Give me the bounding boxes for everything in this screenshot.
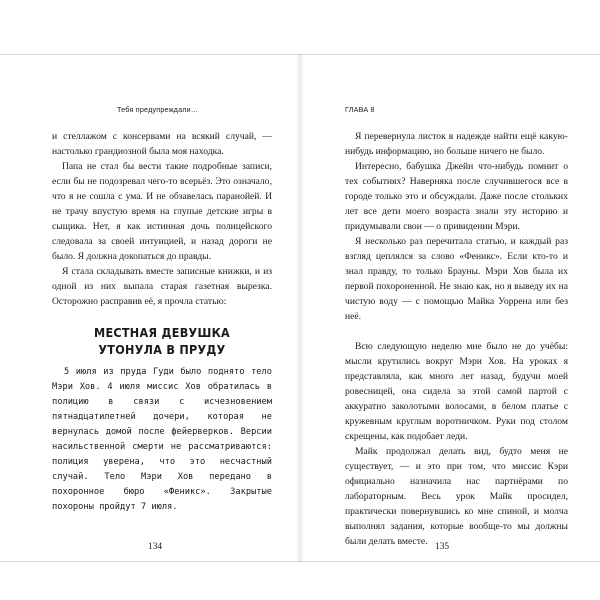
body-text bbox=[52, 129, 272, 309]
page-number: 135 bbox=[435, 542, 450, 552]
right-page bbox=[300, 54, 600, 562]
body-text bbox=[345, 129, 568, 549]
newspaper-article bbox=[52, 365, 272, 515]
running-head: Тебя предупреждали… bbox=[117, 105, 199, 114]
article-headline bbox=[61, 325, 263, 359]
paragraph: Майк продолжал делать вид, будто меня не существует, — и это при том, что миссис Кэри официально назначила нас партнёрами по лабораторным. Весь урок Майк просидел, практически повернувшись ко мне спиной, и молча выполнял задания, которые вообще-то мы должны были делать вместе. bbox=[345, 446, 568, 547]
paragraph: Всю следующую неделю мне было не до учёбы: мысли крутились вокруг Мэри Хов. На уроках я представляла, как много лет назад, будучи моей ровесницей, она сидела за этой самой партой с аккуратно заколотыми волосами, в белом платье с кружевным круглым воротничком. Руки под столом скрещены, как подобает леди. bbox=[345, 341, 568, 442]
paragraph: Папа не стал бы вести такие подробные записи, если бы не подозревал чего-то всерьёз. Это означало, что я не сошла с ума. И не обзавелась паранойей. И не трачу впустую время на глупые детские игры в сыщика. Нет, я как истинная дочь полицейского следовала за своей интуицией, и назад дороги не было. Я должна докопаться до правды. bbox=[52, 161, 272, 262]
left-page bbox=[0, 54, 300, 562]
paragraph: Я несколько раз перечитала статью, и каждый раз взгляд цеплялся за слово «Феникс». Если кто-то и знал правду, то только Брауны. Мэри Хов была их первой похороненной. Не знаю как, но я выведу их на чистую воду — с помощью Майка Уоррена или без неё. bbox=[345, 236, 568, 322]
running-head: ГЛАВА 8 bbox=[345, 105, 375, 114]
headline-line: МЕСТНАЯ ДЕВУШКА bbox=[94, 326, 230, 340]
paragraph: Я стала складывать вместе записные книжки, и из одной из них выпала старая газетная вырезка. Осторожно расправив её, я прочла статью: bbox=[52, 266, 272, 307]
paragraph: Я перевернула листок в надежде найти ещё какую-нибудь информацию, но больше ничего не было. bbox=[345, 131, 568, 157]
article-text: 5 июля из пруда Гуди было поднято тело Мэри Хов. 4 июля миссис Хов обратилась в полицию в связи с исчезновением пятнадцатилетней дочери, которая не вернулась домой после фейерверков. Версии насильственной смерти не рассматриваются: полиция уверена, что это несчастный случай. Тело Мэри Хов передано в похоронное бюро «Феникс». Закрытые похороны пройдут 7 июля. bbox=[52, 367, 272, 512]
headline-line: УТОНУЛА В ПРУДУ bbox=[98, 343, 226, 357]
book-gutter bbox=[296, 54, 304, 562]
book-spread bbox=[0, 54, 600, 562]
paragraph: и стеллажом с консервами на всякий случай, — настолько грандиозной была моя находка. bbox=[52, 131, 272, 157]
page-number: 134 bbox=[148, 542, 163, 552]
paragraph: Интересно, бабушка Джейн что-нибудь помнит о тех событиях? Наверняка после случившегося все в городе только это и обсуждали. Даже после стольких лет все дети моего возраста знали эту историю и придумывали свои — о привидении Мэри. bbox=[345, 161, 568, 232]
